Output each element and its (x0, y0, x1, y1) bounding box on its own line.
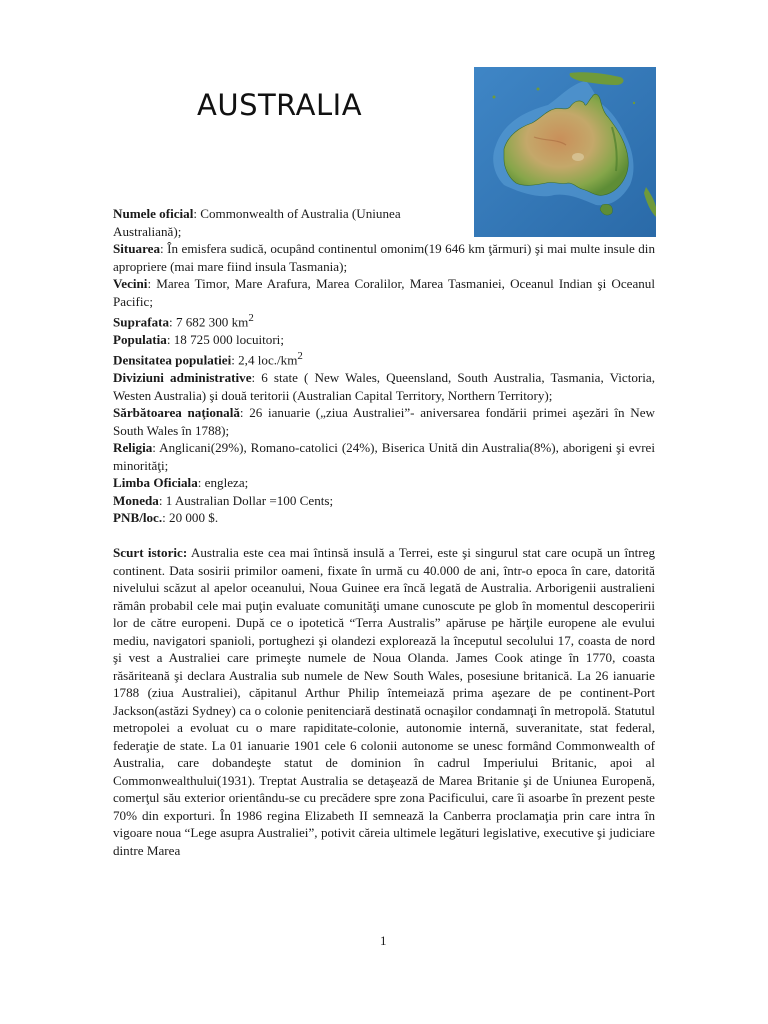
fact-divisions (113, 369, 655, 404)
page-title: AUSTRALIA (197, 88, 363, 122)
fact-value: : Commonwealth of Australia (Uniunea (193, 206, 401, 221)
fact-value: : 2,4 loc./km (231, 352, 298, 368)
history-text: Australia este cea mai întinsă insulă a Terrei, este şi singurul stat care ocupă un întreg continent. Data sosirii primilor oameni, fixate în urmă cu 40.000 de ani, într-o epoca în care, datorită nivelului scăzut al apelor oceanului, Noua Guinee era încă legată de Australia. Arborigenii australieni rămân probabil cele mai puţin evaluate comunităţi umane cunoscute pe glob în momentul descoperirii lor de către europeni. După ce o ipotetică “Terra Australis” apăruse pe hărţile europene ale evului mediu, navigatori spanioli, portughezi şi olandezi explorează la începutul secolului 17, coasta de nord şi vest a Australiei care primeşte numele de Noua Olanda. James Cook atinge în 1770, coasta răsăriteană şi declara Australia sub numele de New South Wales, posesiune britanică. La 26 ianuarie 1788 (ziua Australiei), căpitanul Arthur Philip întemeiază prima aşezare de pe continent-Port Jackson(astăzi Sydney) ca o colonie penitenciară destinată ocnaşilor condamnaţi în metropolă. Statutul metropolei a evoluat cu o mare rapiditate-colonie, autonomie internă, suveranitate, stat federal, federaţie de state. La 01 ianuarie 1901 cele 6 colonii autonome se unesc formând Commonwealth of Australia, care dobandeşte statut de dominion în cadrul Imperiului Britanic, apoi al Commonwealthului(1931). Treptat Australia se detaşează de Marea Britanie şi de Uniunea Europenă, comerţul său exterior orientându-se cu precădere spre zona Pacificului, care îi asoarbe în prezent peste 70% din exporturi. În 1986 regina Elizabeth II semnează la Canberra proclamaţia prin care intra în vigoare noua “Lege asupra Australiei”, potivit căreia ultimele legături legislative, executive şi judiciare dintre Marea (113, 545, 655, 858)
fact-official-name (113, 205, 468, 223)
document-body (113, 205, 655, 859)
superscript: 2 (297, 350, 303, 363)
fact-label: Moneda (113, 492, 159, 508)
paragraph-gap (113, 527, 655, 545)
fact-value: : În emisfera sudică, ocupând continentul omonim(19 646 km ţărmuri) şi mai multe insule din apropriere (mai mare fiind insula Tasmania); (113, 241, 655, 274)
fact-value: : 26 ianuarie („ziua Australiei”- aniversarea fondării primei aşezări în New South Wales în 1788); (113, 405, 655, 438)
fact-neighbors (113, 275, 655, 310)
fact-gnp (113, 509, 655, 527)
fact-currency (113, 492, 655, 510)
fact-label: Populatia (113, 331, 167, 347)
fact-label: PNB/loc. (113, 510, 163, 526)
fact-value: : 1 Australian Dollar =100 Cents; (158, 492, 334, 508)
fact-label: Diviziuni administrative (113, 370, 252, 386)
fact-value: : 7 682 300 km (169, 314, 249, 330)
superscript: 2 (248, 312, 254, 324)
page-number: 1 (380, 933, 387, 948)
fact-value: : 20 000 $. (162, 510, 219, 526)
fact-density (113, 348, 655, 369)
fact-official-name-cont: Australiană); (113, 223, 182, 239)
history-paragraph (113, 544, 655, 859)
history-label: Scurt istoric: (113, 545, 188, 561)
fact-value: : Anglicani(29%), Romano-catolici (24%), Biserica Unită din Australia(8%), aborigeni şi evrei minorităţi; (113, 440, 655, 473)
fact-label: Situarea (113, 241, 161, 256)
fact-label: Vecini (113, 276, 148, 291)
fact-population (113, 331, 655, 349)
fact-label: Densitatea populatiei (113, 352, 232, 368)
fact-holiday (113, 404, 655, 439)
fact-label: Sărbătoarea naţională (113, 405, 240, 421)
fact-label: Religia (113, 440, 153, 456)
fact-area (113, 310, 655, 331)
fact-label: Limba Oficiala (113, 475, 198, 491)
fact-label: Suprafata (113, 314, 170, 330)
fact-label: Numele oficial (113, 206, 194, 221)
fact-value: : 18 725 000 locuitori; (166, 331, 284, 347)
fact-value: : Marea Timor, Mare Arafura, Marea Coralilor, Marea Tasmaniei, Oceanul Indian şi Oceanul Pacific; (113, 276, 655, 309)
fact-value: : engleza; (197, 475, 249, 491)
fact-language (113, 474, 655, 492)
fact-situation (113, 240, 655, 275)
fact-religion (113, 439, 655, 474)
fact-value: : 6 state ( New Wales, Queensland, South Australia, Tasmania, Victoria, Westen Australia) şi două teritorii (Australian Capital Territory, Northern Territory); (113, 370, 656, 403)
